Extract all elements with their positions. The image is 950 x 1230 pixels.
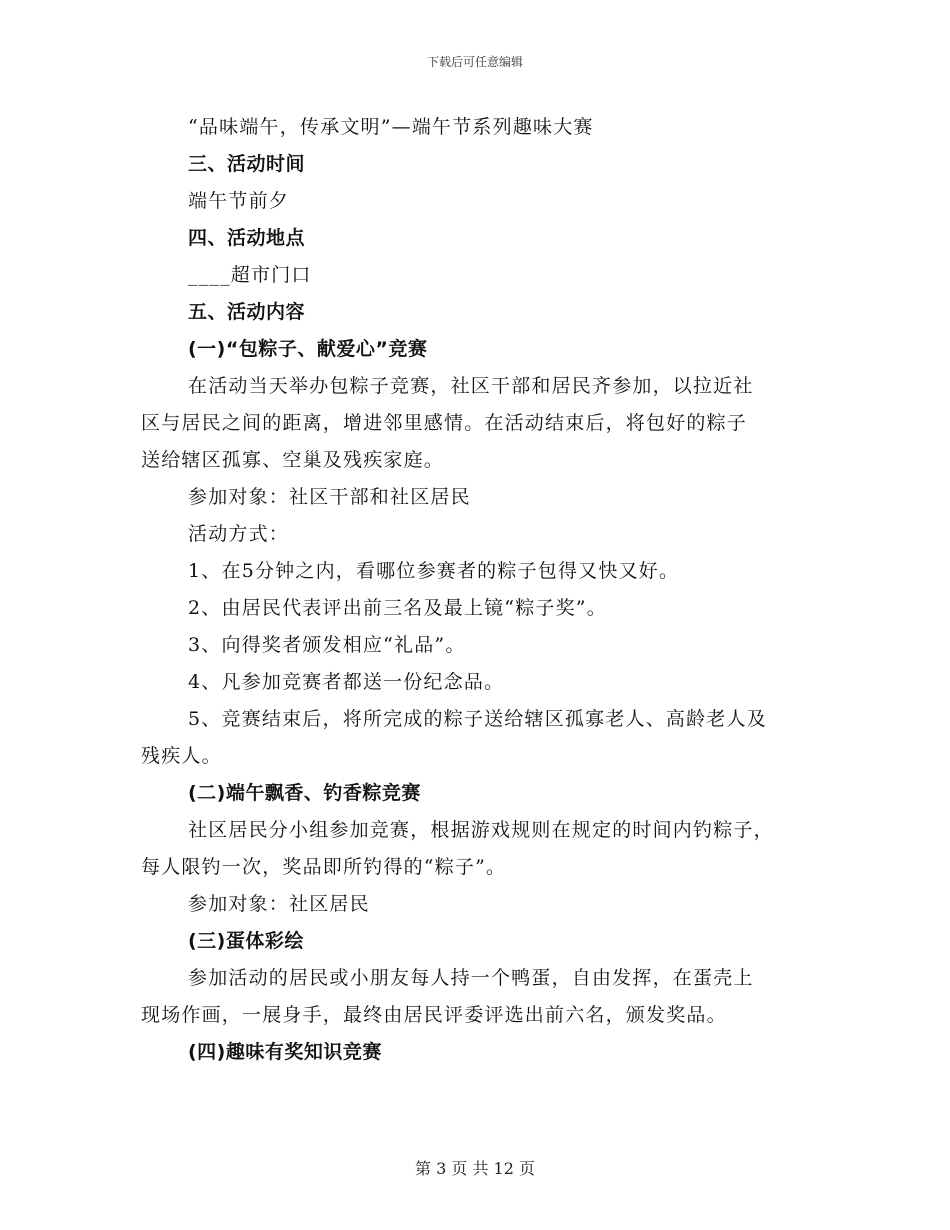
method-label: 活动方式： — [188, 523, 290, 545]
subsection-heading-1: (一)“包粽子、献爱心”竞赛 — [188, 338, 428, 360]
paragraph: 社区居民分小组参加竞赛，根据游戏规则在规定的时间内钓粽子， — [188, 819, 774, 841]
participants-line: 参加对象：社区干部和社区居民 — [188, 486, 471, 508]
list-item: 2、由居民代表评出前三名及最上镜“粽子奖”。 — [188, 597, 607, 619]
paragraph: 在活动当天举办包粽子竞赛，社区干部和居民齐参加，以拉近社 — [188, 375, 754, 397]
paragraph: 端午节前夕 — [188, 190, 290, 212]
paragraph: 参加活动的居民或小朋友每人持一个鸭蛋，自由发挥，在蛋壳上 — [188, 967, 754, 989]
list-item-continuation: 残疾人。 — [141, 745, 222, 767]
subsection-heading-3: (三)蛋体彩绘 — [188, 930, 304, 952]
page-footer: 第 3 页 共 12 页 — [415, 1159, 535, 1178]
paragraph: 每人限钓一次，奖品即所钓得的“粽子”。 — [141, 856, 507, 878]
subsection-heading-2: (二)端午飘香、钓香粽竞赛 — [188, 782, 421, 804]
document-body — [141, 109, 811, 1071]
section-heading-location: 四、活动地点 — [188, 227, 306, 249]
list-item: 3、向得奖者颁发相应“礼品”。 — [188, 634, 466, 656]
subsection-heading-4: (四)趣味有奖知识竞赛 — [188, 1041, 382, 1063]
list-item: 5、竞赛结束后，将所完成的粽子送给辖区孤寡老人、高龄老人及 — [188, 708, 767, 730]
section-heading-time: 三、活动时间 — [188, 153, 306, 175]
participants-line: 参加对象：社区居民 — [188, 893, 370, 915]
page-header: 下载后可任意编辑 — [426, 55, 523, 69]
list-item: 1、在5分钟之内，看哪位参赛者的粽子包得又快又好。 — [188, 560, 680, 582]
paragraph: 送给辖区孤寡、空巢及残疾家庭。 — [141, 449, 445, 471]
activity-title-line: “品味端午，传承文明”—端午节系列趣味大赛 — [188, 116, 594, 138]
list-item: 4、凡参加竞赛者都送一份纪念品。 — [188, 671, 505, 693]
paragraph: ____超市门口 — [188, 264, 312, 286]
paragraph: 现场作画，一展身手，最终由居民评委评选出前六名，颁发奖品。 — [141, 1004, 727, 1026]
section-heading-content: 五、活动内容 — [188, 301, 306, 323]
paragraph: 区与居民之间的距离，增进邻里感情。在活动结束后，将包好的粽子 — [141, 412, 748, 434]
